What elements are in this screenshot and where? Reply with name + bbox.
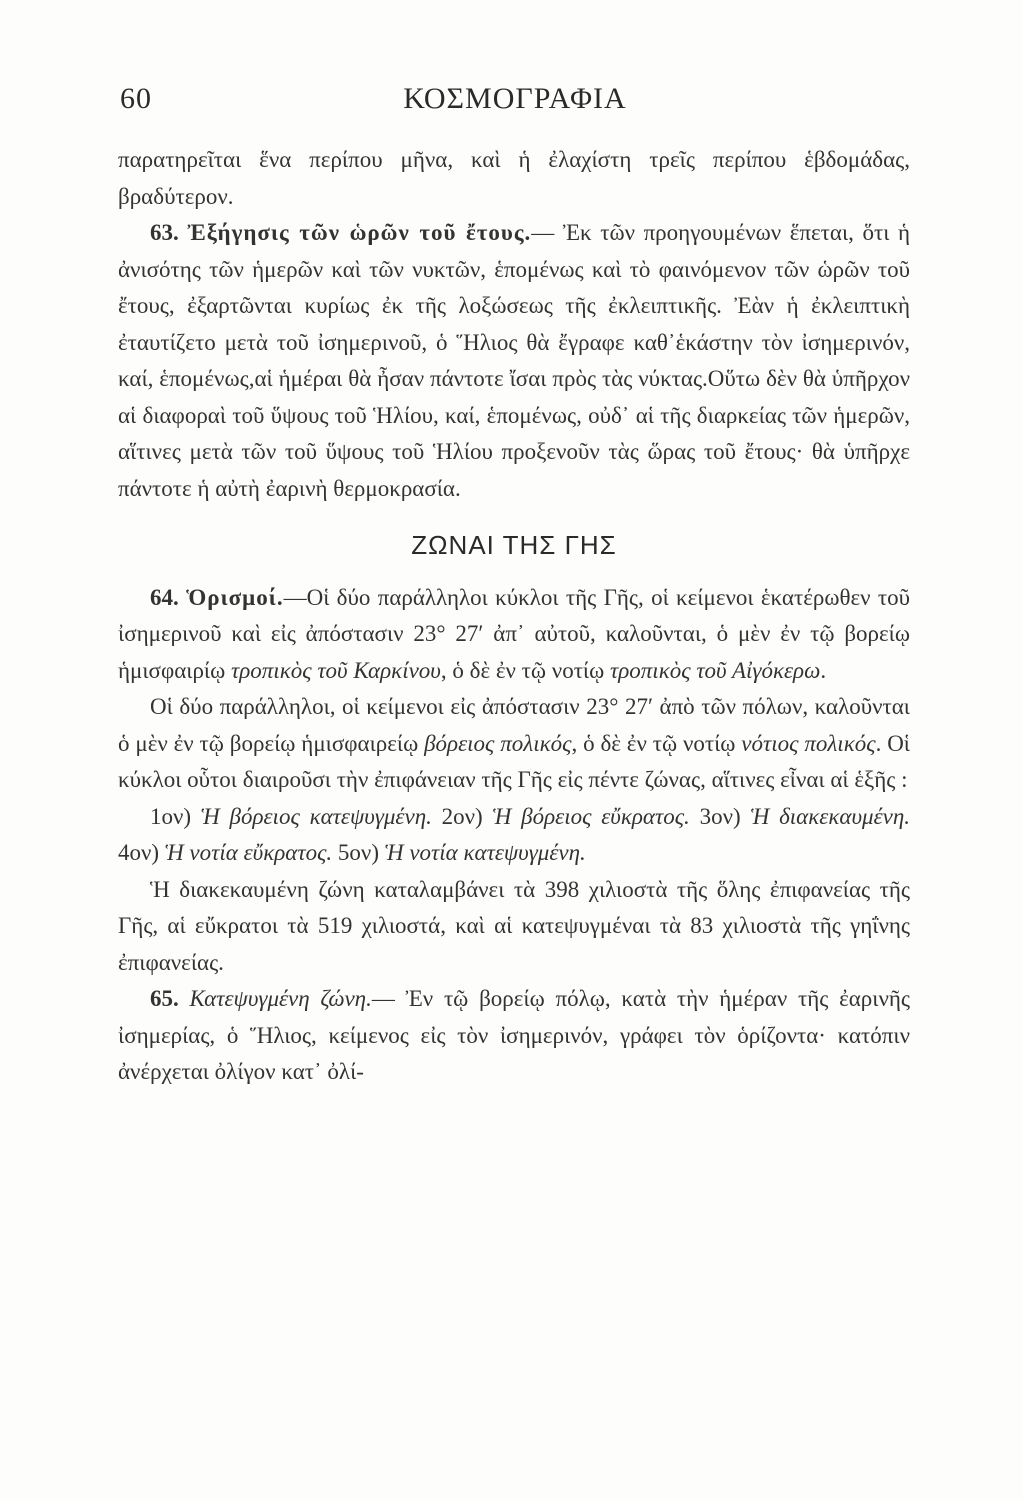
zone-number: 1ον) (150, 803, 201, 829)
paragraph-text: . Οἱ κύκλοι οὗτοι διαιροῦσι τὴν ἐπιφάνειαν τῆς Γῆς εἰς πέντε ζώνας, αἵτινες εἶναι αἱ ἑξῆς : (118, 730, 910, 792)
zone-name: Ἡ βόρειος κατεψυγμένη. (200, 803, 432, 829)
page-header (120, 82, 910, 122)
paragraph-text: Οἱ δύο παράλληλοι, οἱ κείμενοι εἰς ἀπόστασιν 23° 27′ ἀπὸ τῶν πόλων, καλοῦνται ὁ μὲν ἐν τῷ βορείῳ ἡμισφαιρείῳ (118, 694, 910, 756)
page-body (118, 142, 910, 1091)
chapter-heading: ΖΩΝΑΙ ΤΗΣ ΓΗΣ (411, 530, 617, 560)
section-number: 63. (150, 220, 179, 245)
zone-name: Ἡ νοτία εὔκρατος. (164, 840, 333, 865)
zone-name: Ἡ βόρειος εὔκρατος. (492, 803, 690, 829)
running-title: ΚΟΣΜΟΓΡΑΦΙΑ (403, 82, 627, 115)
zone-name: Ἡ νοτία κατεψυγμένη. (384, 840, 586, 865)
paragraph-text: , ὁ δὲ ἐν τῷ νοτίῳ (571, 730, 742, 756)
zone-name: Ἡ διακεκαυμένη. (750, 803, 910, 829)
zone-list (118, 799, 910, 872)
zone-number: 3ον) (689, 803, 751, 829)
section-number: 65. (150, 986, 179, 1011)
section-text: . (820, 657, 827, 683)
zone-number: 4ον) (118, 840, 165, 865)
section-65 (118, 981, 910, 1091)
section-number: 64. (150, 584, 179, 610)
section-text: — Ἐν τῷ βορείῳ πόλῳ, κατὰ τὴν ἡμέραν τῆς ἐαρινῆς ἰσημερίας, ὁ Ἥλιος, κείμενος εἰς τὸν ἰσημερινόν, γράφει τὸν ὁρίζοντα· κατόπιν ἀνέρχεται ὀλίγον κατ᾽ ὀλί- (118, 986, 911, 1084)
section-63 (118, 215, 910, 507)
italic-term: τροπικὸς τοῦ Καρκίνου (231, 657, 441, 683)
paragraph-continuation: παρατηρεῖται ἕνα περίπου μῆνα, καὶ ἡ ἐλαχίστη τρεῖς περίπου ἑβδομάδας, βραδύτερον. (118, 147, 910, 209)
page-number: 60 (120, 82, 152, 115)
section-title: Ἐξήγησις τῶν ὡρῶν τοῦ ἔτους. (187, 220, 532, 245)
section-title: Κατεψυγμένη ζώνη. (189, 986, 372, 1011)
section-64 (118, 580, 910, 690)
italic-term: βόρειος πολικός (424, 730, 572, 756)
zone-number: 5ον) (332, 840, 385, 865)
paragraph-polar-circles (118, 689, 910, 799)
section-text: — Ἐκ τῶν προηγουμένων ἕπεται, ὅτι ἡ ἀνισότης τῶν ἡμερῶν καὶ τῶν νυκτῶν, ἑπομένως καὶ τὸ φαινόμενον τῶν ὡρῶν τοῦ ἔτους, ἐξαρτῶνται κυρίως ἐκ τῆς λοξώσεως τῆς ἐκλειπτικῆς. Ἐὰν ἡ ἐκλειπτικὴ ἐταυτίζετο μετὰ τοῦ ἰσημερινοῦ, ὁ Ἥλιος θὰ ἔγραφε καθ᾽ἑκάστην τὸν ἰσημερινόν, καί, ἑπομένως,αἱ ἡμέραι θὰ ἦσαν πάντοτε ἴσαι πρὸς τὰς νύκτας.Οὕτω δὲν θὰ ὑπῆρχον αἱ διαφοραὶ τοῦ ὕψους τοῦ Ἡλίου, καί, ἑπομένως, οὐδ᾽ αἱ τῆς διαρκείας τῶν ἡμερῶν, αἵτινες μετὰ τῶν τοῦ ὕψους τοῦ Ἡλίου προξενοῦν τὰς ὥρας τοῦ ἔτους· θὰ ὑπῆρχε πάντοτε ἡ αὐτὴ ἐαρινὴ θερμοκρασία. (118, 220, 910, 501)
section-title: Ὁρισμοί. (186, 584, 284, 610)
zone-number: 2ον) (431, 803, 493, 829)
italic-term: νότιος πολικός (741, 730, 876, 756)
paragraph-zone-areas: Ἡ διακεκαυμένη ζώνη καταλαμβάνει τὰ 398 χιλιοστὰ τῆς ὅλης ἐπιφανείας τῆς Γῆς, αἱ εὔκρατοι τὰ 519 χιλιοστά, καὶ αἱ κατεψυγμέναι τὰ 83 χιλιοστὰ τῆς γηΐνης ἐπιφανείας. (118, 876, 910, 975)
italic-term: τροπικὸς τοῦ Αἰγόκερω (610, 657, 821, 683)
section-text: , ὁ δὲ ἐν τῷ νοτίῳ (440, 657, 611, 683)
section-text: —Οἱ δύο παράλληλοι κύκλοι τῆς Γῆς, οἱ κείμενοι ἑκατέρωθεν τοῦ ἰσημερινοῦ καὶ εἰς ἀπόστασιν 23° 27′ ἀπ᾽ αὐτοῦ, καλοῦνται, ὁ μὲν ἐν τῷ βορείῳ ἡμισφαιρίῳ (118, 584, 911, 683)
